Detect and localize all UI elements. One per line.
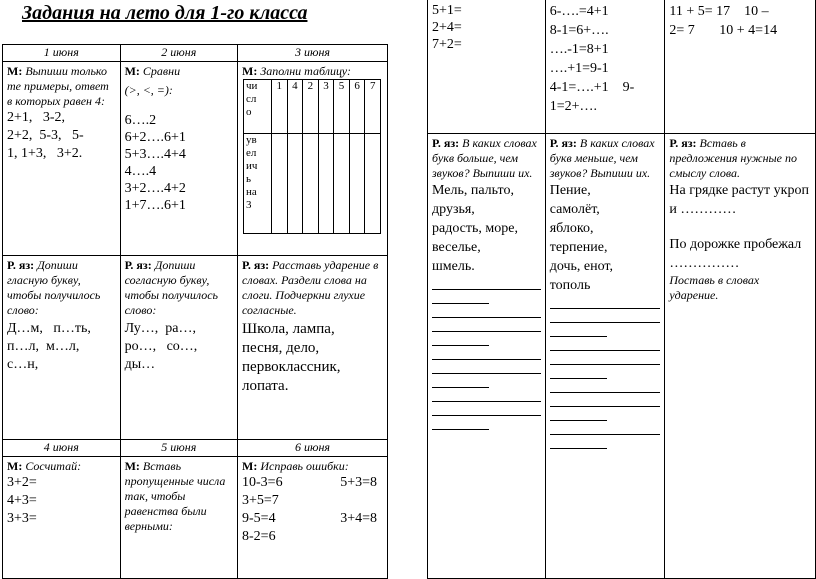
subject-label: Р. яз: <box>549 136 577 150</box>
sentence: На грядке растут укроп и ………… <box>669 183 809 217</box>
answer-line[interactable] <box>432 346 541 360</box>
answer-line[interactable] <box>432 332 489 346</box>
day-header: 1 июня <box>3 45 121 62</box>
expression: 3+3= <box>7 511 37 526</box>
fill-table-cell: 2 <box>303 80 319 134</box>
task-cell <box>3 256 121 440</box>
day-header: 4 июня <box>3 440 121 457</box>
compare-line: 1+7….6+1 <box>124 198 186 213</box>
task-text: В каких словах букв больше, чем звуков? Выпиши их. <box>432 136 537 180</box>
expression: 8-2=6 <box>242 529 276 544</box>
subject-label: Р. яз: <box>242 258 270 272</box>
day-header: 2 июня <box>120 45 237 62</box>
answer-line[interactable] <box>432 290 489 304</box>
fill-table-cell: 4 <box>287 80 303 134</box>
task-text: Вставь пропущенные числа так, чтобы равенства были верными: <box>124 459 226 533</box>
expression: 4+3= <box>7 493 37 508</box>
task-cell <box>665 134 816 579</box>
fill-table-cell: 5 <box>334 80 350 134</box>
subject-label: М: <box>242 459 258 473</box>
fill-table-cell: 3 <box>318 80 334 134</box>
fill-table-cell: 7 <box>365 80 381 134</box>
answer-line[interactable] <box>550 379 661 393</box>
task-cell <box>428 0 546 134</box>
fill-table-label: ув ел ич ь на 3 <box>244 134 272 234</box>
answer-line[interactable] <box>550 337 661 351</box>
fill-table-cell[interactable] <box>287 134 303 234</box>
compare-line: 5+3….4+4 <box>124 147 186 162</box>
subject-label: Р. яз: <box>432 136 460 150</box>
expression: 2+4= <box>432 20 462 35</box>
fill-table-cell: 1 <box>272 80 288 134</box>
expression: 5+3=8 <box>340 475 377 490</box>
page-title: Задания на лето для 1-го класса <box>22 2 308 24</box>
task-text: Вставь в предложения нужные по смыслу слова. <box>669 136 797 180</box>
task-text: Сосчитай: <box>25 459 82 473</box>
fill-table-cell[interactable] <box>334 134 350 234</box>
answer-line[interactable] <box>550 309 661 323</box>
compare-line: 6+2….6+1 <box>124 130 186 145</box>
subject-label: Р. яз: <box>7 258 35 272</box>
fill-table <box>243 79 381 234</box>
answer-line[interactable] <box>432 304 541 318</box>
subject-label: М: <box>124 64 140 78</box>
task-text: Допиши согласную букву, чтобы получилось слово: <box>124 258 218 317</box>
task-cell <box>545 0 665 134</box>
subject-label: Р. яз: <box>124 258 152 272</box>
task-cell <box>120 62 237 256</box>
answer-line[interactable] <box>550 407 608 421</box>
expression: 3+2= <box>7 475 37 490</box>
task-body: 6-….=4+1 8-1=6+…. ….-1=8+1 ….+1=9-1 4-1=….+1 9- 1=2+…. <box>549 4 635 114</box>
task-cell <box>120 457 237 579</box>
task-cell <box>238 256 388 440</box>
subject-label: М: <box>7 64 23 78</box>
answer-line[interactable] <box>432 402 541 416</box>
expression: 5+1= <box>432 3 462 18</box>
answer-line[interactable] <box>550 421 661 435</box>
answer-line[interactable] <box>432 318 541 332</box>
task-body: Пение, самолёт, яблоко, терпение, дочь, енот, тополь <box>549 183 613 293</box>
fill-table-cell[interactable] <box>365 134 381 234</box>
fill-table-label: чи сл о <box>244 80 272 134</box>
task-text: Допиши гласную букву, чтобы получилось слово: <box>7 258 101 317</box>
compare-line: 3+2….4+2 <box>124 181 186 196</box>
task-body: Д…м, п…ть, п…л, м…л, с…н, <box>7 321 91 372</box>
task-text: Расставь ударение в словах. Раздели слова на слоги. Подчеркни глухие согласные. <box>242 258 379 317</box>
answer-line[interactable] <box>432 360 541 374</box>
answer-line[interactable] <box>550 351 661 365</box>
task-text: Сравни <box>142 64 181 78</box>
task-cell <box>545 134 665 579</box>
answer-line[interactable] <box>550 393 661 407</box>
left-table <box>2 44 388 579</box>
subject-label: М: <box>124 459 140 473</box>
task-text: Исправь ошибки: <box>260 459 349 473</box>
expression: 7+2= <box>432 37 462 52</box>
task-cell <box>665 0 816 134</box>
task-body: Мель, пальто, друзья, радость, море, веселье, шмель. <box>432 183 518 274</box>
expression: 3+4=8 <box>340 511 377 526</box>
answer-line[interactable] <box>550 435 608 449</box>
fill-table-cell[interactable] <box>303 134 319 234</box>
compare-signs: (>, <, =): <box>124 83 173 97</box>
day-header: 5 июня <box>120 440 237 457</box>
answer-lines <box>550 295 661 449</box>
expression: 10-3=6 <box>242 475 283 490</box>
task-text: Поставь в словах ударение. <box>669 273 760 302</box>
sentence: По дорожке пробежал …………… <box>669 237 802 271</box>
fill-table-cell[interactable] <box>318 134 334 234</box>
day-header: 3 июня <box>238 45 388 62</box>
answer-line[interactable] <box>432 388 541 402</box>
task-cell <box>428 134 546 579</box>
task-cell <box>120 256 237 440</box>
compare-line: 4….4 <box>124 164 157 179</box>
task-body: Школа, лампа, песня, дело, первоклассник, лопата. <box>242 321 341 394</box>
compare-line: 6….2 <box>124 113 157 128</box>
day-header: 6 июня <box>238 440 388 457</box>
task-cell <box>3 62 121 256</box>
right-table <box>427 0 816 579</box>
expression: 3+5=7 <box>242 493 279 508</box>
fill-table-cell[interactable] <box>272 134 288 234</box>
task-cell <box>238 457 388 579</box>
subject-label: М: <box>242 64 258 78</box>
task-text: В каких словах букв меньше, чем звуков? Выпиши их. <box>549 136 655 180</box>
subject-label: Р. яз: <box>669 136 697 150</box>
task-cell <box>3 457 121 579</box>
answer-line[interactable] <box>432 374 489 388</box>
expression: 9-5=4 <box>242 511 276 526</box>
task-cell <box>238 62 388 256</box>
task-body: Лу…, ра…, ро…, со…, ды… <box>124 321 198 372</box>
task-body: 2+1, 3-2, 2+2, 5-3, 5- 1, 1+3, 3+2. <box>7 110 84 161</box>
task-body: 11 + 5= 17 10 – 2= 7 10 + 4=14 <box>669 4 778 38</box>
answer-line[interactable] <box>550 295 661 309</box>
answer-line[interactable] <box>432 276 541 290</box>
subject-label: М: <box>7 459 23 473</box>
answer-line[interactable] <box>550 365 608 379</box>
task-text: Выпиши только те примеры, ответ в которых равен 4: <box>7 64 109 108</box>
fill-table-cell[interactable] <box>349 134 365 234</box>
answer-line[interactable] <box>432 416 489 430</box>
answer-lines <box>432 276 541 430</box>
task-text: Заполни таблицу: <box>260 64 351 78</box>
fill-table-cell: 6 <box>349 80 365 134</box>
answer-line[interactable] <box>550 323 608 337</box>
